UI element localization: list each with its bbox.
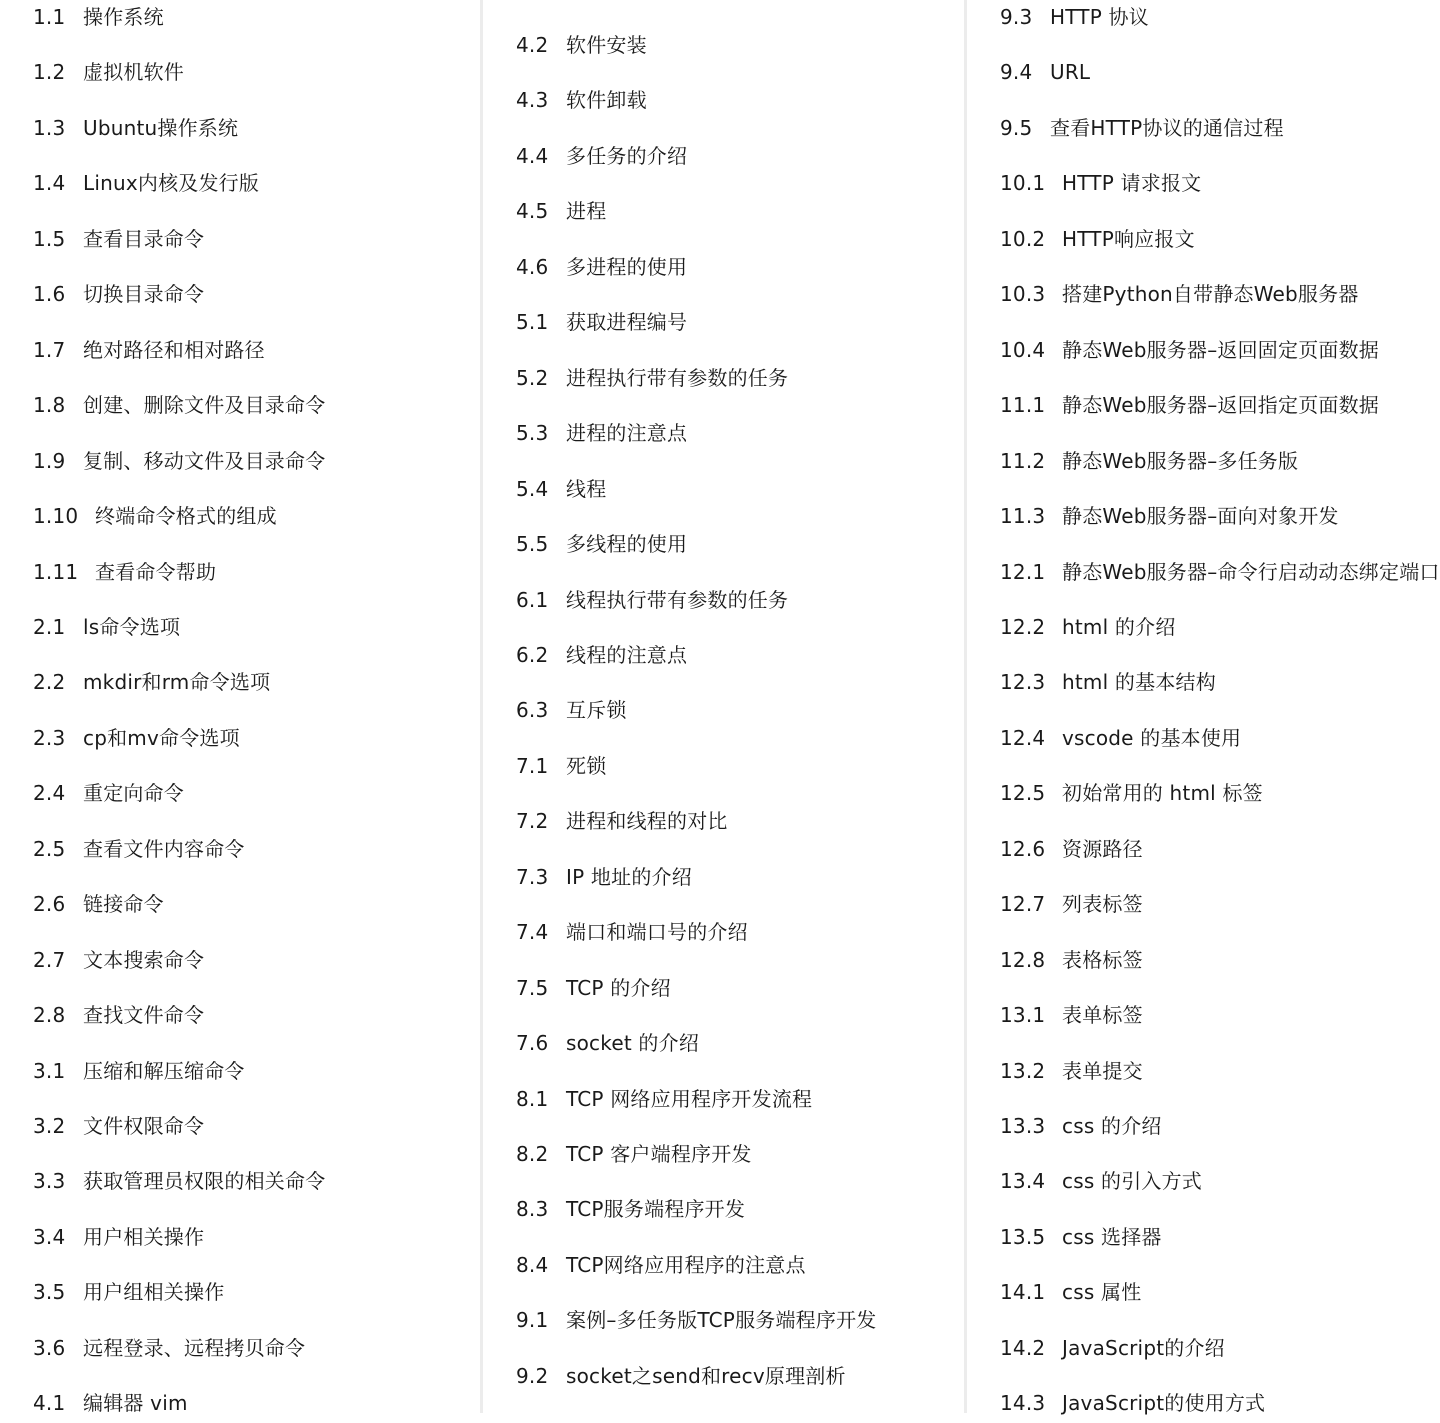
toc-item-number: 7.6: [516, 1031, 549, 1056]
toc-item-title: TCP服务端程序开发: [566, 1197, 746, 1222]
toc-item[interactable]: [1000, 995, 1143, 1035]
toc-item[interactable]: [516, 302, 687, 342]
toc-item-number: 2.6: [33, 892, 66, 917]
toc-item-number: 7.5: [516, 975, 549, 1000]
toc-item[interactable]: [1000, 607, 1176, 647]
toc-item-title: 端口和端口号的介绍: [566, 920, 748, 945]
toc-item[interactable]: [33, 163, 259, 203]
toc-item-number: 7.2: [516, 809, 549, 834]
toc-item[interactable]: [516, 358, 788, 398]
toc-item[interactable]: [1000, 330, 1379, 370]
toc-item-title: 链接命令: [83, 892, 164, 917]
toc-item-title: 终端命令格式的组成: [95, 504, 277, 529]
toc-item[interactable]: [33, 1106, 204, 1146]
toc-item-title: URL: [1050, 60, 1091, 85]
toc-item-number: 3.4: [33, 1224, 66, 1249]
toc-item-number: 12.7: [1000, 892, 1046, 917]
toc-item[interactable]: [33, 1383, 188, 1423]
toc-item-number: 14.2: [1000, 1335, 1046, 1360]
toc-item-title: IP 地址的介绍: [566, 864, 692, 889]
toc-item[interactable]: [516, 690, 627, 730]
toc-item-number: 2.2: [33, 670, 66, 695]
toc-item-number: 11.3: [1000, 504, 1046, 529]
toc-item-number: 7.1: [516, 753, 549, 778]
toc-item[interactable]: [1000, 0, 1149, 37]
toc-item[interactable]: [1000, 163, 1201, 203]
toc-item-number: 4.3: [516, 88, 549, 113]
toc-item-title: 查看HTTP协议的通信过程: [1050, 115, 1284, 140]
toc-item[interactable]: [33, 1161, 325, 1201]
toc-item[interactable]: [516, 635, 687, 675]
toc-item-number: 4.2: [516, 33, 549, 57]
toc-item-title: 查看目录命令: [83, 226, 205, 251]
toc-item-title: 复制、移动文件及目录命令: [83, 448, 326, 473]
toc-item-number: 5.1: [516, 310, 549, 335]
toc-item-number: 7.4: [516, 920, 549, 945]
toc-item-number: 10.1: [1000, 171, 1046, 196]
toc-item-number: 10.2: [1000, 226, 1046, 251]
toc-item-title: cp和mv命令选项: [83, 725, 240, 750]
toc-item[interactable]: [516, 1356, 846, 1396]
toc-item-number: 10.4: [1000, 337, 1046, 362]
toc-item[interactable]: [516, 413, 687, 453]
toc-item-number: 5.4: [516, 476, 549, 501]
toc-item[interactable]: [1000, 1272, 1141, 1312]
toc-item-number: 5.3: [516, 421, 549, 446]
toc-item[interactable]: [1000, 1161, 1202, 1201]
toc-item[interactable]: [516, 25, 647, 65]
toc-item-title: 多任务的介绍: [566, 143, 688, 168]
toc-item-title: 查找文件命令: [83, 1003, 205, 1028]
toc-item-number: 1.11: [33, 559, 79, 584]
toc-item-title: HTTP 请求报文: [1062, 171, 1202, 196]
toc-item-title: socket 的介绍: [566, 1031, 700, 1056]
toc-item-number: 11.2: [1000, 448, 1046, 473]
toc-item[interactable]: [1000, 1106, 1162, 1146]
toc-item-number: 11.1: [1000, 393, 1046, 418]
toc-item-number: 14.3: [1000, 1391, 1046, 1416]
toc-item[interactable]: [1000, 552, 1440, 592]
toc-item[interactable]: [516, 580, 788, 620]
toc-item-number: 13.3: [1000, 1114, 1046, 1138]
toc-item[interactable]: [33, 940, 204, 980]
toc-item[interactable]: [1000, 1051, 1143, 1091]
toc-item-title: 软件卸载: [566, 88, 647, 113]
toc-item[interactable]: [1000, 884, 1143, 924]
toc-item-title: 线程的注意点: [566, 642, 688, 667]
toc-item-number: 4.6: [516, 254, 549, 279]
toc-item-number: 8.3: [516, 1197, 549, 1222]
toc-item-title: 进程执行带有参数的任务: [566, 365, 789, 390]
toc-item[interactable]: [1000, 219, 1195, 259]
toc-item-title: 列表标签: [1062, 892, 1143, 917]
toc-item-title: 进程和线程的对比: [566, 809, 728, 834]
toc-item-number: 2.1: [33, 614, 66, 639]
toc-item-number: 5.2: [516, 365, 549, 390]
toc-item-number: 5.5: [516, 532, 549, 557]
toc-item[interactable]: [516, 801, 728, 841]
toc-item[interactable]: [516, 1079, 812, 1119]
toc-item-number: 13.5: [1000, 1224, 1046, 1249]
toc-item[interactable]: [33, 274, 204, 314]
toc-item-number: 8.4: [516, 1252, 549, 1277]
toc-item-number: 3.3: [33, 1169, 66, 1194]
toc-item-number: 12.2: [1000, 614, 1046, 639]
toc-item[interactable]: [33, 662, 270, 702]
toc-item[interactable]: [516, 1023, 699, 1063]
toc-item-number: 3.2: [33, 1114, 66, 1138]
toc-item[interactable]: [516, 1189, 745, 1229]
toc-item-title: html 的基本结构: [1062, 670, 1216, 695]
toc-item-title: 编辑器 vim: [83, 1391, 188, 1416]
toc-item-number: 12.3: [1000, 670, 1046, 695]
toc-item-title: 文件权限命令: [83, 1114, 205, 1138]
toc-item-number: 12.5: [1000, 781, 1046, 806]
toc-item-number: 7.3: [516, 864, 549, 889]
toc-item[interactable]: [516, 912, 748, 952]
toc-item[interactable]: [516, 191, 606, 231]
toc-item-number: 3.1: [33, 1058, 66, 1083]
toc-item-title: 创建、删除文件及目录命令: [83, 393, 326, 418]
toc-item[interactable]: [516, 1134, 752, 1174]
toc-item-title: css 选择器: [1062, 1224, 1162, 1249]
toc-item[interactable]: [1000, 52, 1090, 92]
toc-item[interactable]: [516, 136, 687, 176]
toc-item-title: 初始常用的 html 标签: [1062, 781, 1263, 806]
toc-item-number: 12.1: [1000, 559, 1046, 584]
toc-item-title: TCP 网络应用程序开发流程: [566, 1086, 813, 1111]
toc-item-number: 8.1: [516, 1086, 549, 1111]
toc-item-number: 6.2: [516, 642, 549, 667]
toc-item-title: 多进程的使用: [566, 254, 688, 279]
toc-item[interactable]: [33, 441, 325, 481]
toc-item-number: 4.1: [33, 1391, 66, 1416]
toc-item-number: 3.5: [33, 1280, 66, 1305]
toc-item-title: Ubuntu操作系统: [83, 115, 239, 140]
toc-item-number: 4.5: [516, 199, 549, 224]
toc-item-number: 1.3: [33, 115, 66, 140]
toc-item-number: 1.5: [33, 226, 66, 251]
toc-item-title: 静态Web服务器–返回固定页面数据: [1062, 337, 1380, 362]
toc-item[interactable]: [1000, 662, 1216, 702]
toc-item[interactable]: [33, 607, 180, 647]
toc-item-number: 1.9: [33, 448, 66, 473]
toc-item-number: 10.3: [1000, 282, 1046, 307]
toc-item-number: 2.4: [33, 781, 66, 806]
toc-item-title: ls命令选项: [83, 614, 181, 639]
toc-item-title: 死锁: [566, 753, 607, 778]
toc-item-title: css 的引入方式: [1062, 1169, 1202, 1194]
toc-item-title: 操作系统: [83, 5, 164, 29]
toc-item[interactable]: [33, 552, 216, 592]
toc-item-title: 资源路径: [1062, 836, 1143, 861]
toc-item-title: 用户相关操作: [83, 1224, 205, 1249]
toc-item-title: 表格标签: [1062, 947, 1143, 972]
toc-item[interactable]: [1000, 1328, 1225, 1368]
toc-item-title: 查看文件内容命令: [83, 836, 245, 861]
toc-item[interactable]: [33, 219, 204, 259]
toc-item[interactable]: [1000, 1217, 1162, 1257]
toc-item-title: 多线程的使用: [566, 532, 688, 557]
toc-item-title: TCP 的介绍: [566, 975, 671, 1000]
toc-item[interactable]: [516, 247, 687, 287]
toc-item-title: 线程: [566, 476, 607, 501]
toc-item-title: Linux内核及发行版: [83, 171, 260, 196]
toc-item-title: css 属性: [1062, 1280, 1142, 1305]
toc-item[interactable]: [33, 1217, 204, 1257]
toc-item[interactable]: [33, 1272, 224, 1312]
toc-item-number: 1.10: [33, 504, 79, 529]
toc-item[interactable]: [516, 1300, 876, 1340]
toc-item[interactable]: [1000, 274, 1359, 314]
toc-item[interactable]: [33, 829, 245, 869]
toc-item-number: 13.4: [1000, 1169, 1046, 1194]
toc-item-number: 2.5: [33, 836, 66, 861]
toc-item-title: HTTP响应报文: [1062, 226, 1195, 251]
toc-item-title: 切换目录命令: [83, 282, 205, 307]
toc-item-title: 静态Web服务器–面向对象开发: [1062, 504, 1339, 529]
toc-item-title: 虚拟机软件: [83, 60, 184, 85]
toc-item-number: 13.1: [1000, 1003, 1046, 1028]
toc-item-number: 14.1: [1000, 1280, 1046, 1305]
toc-item[interactable]: [1000, 496, 1339, 536]
toc-item-number: 2.7: [33, 947, 66, 972]
toc-item[interactable]: [33, 884, 164, 924]
toc-item-number: 2.3: [33, 725, 66, 750]
toc-column-1: [0, 0, 480, 1416]
toc-item-number: 1.7: [33, 337, 66, 362]
toc-item-title: 静态Web服务器–返回指定页面数据: [1062, 393, 1380, 418]
toc-item-number: 1.1: [33, 5, 66, 29]
toc-item-number: 12.6: [1000, 836, 1046, 861]
toc-item-number: 4.4: [516, 143, 549, 168]
toc-item-title: 案例–多任务版TCP服务端程序开发: [566, 1308, 877, 1333]
toc-item[interactable]: [33, 108, 238, 148]
toc-item-title: html 的介绍: [1062, 614, 1176, 639]
toc-item-number: 8.2: [516, 1142, 549, 1166]
toc-item[interactable]: [33, 1051, 245, 1091]
toc-item-number: 9.1: [516, 1308, 549, 1333]
toc-item-title: TCP网络应用程序的注意点: [566, 1252, 806, 1277]
toc-item[interactable]: [1000, 108, 1284, 148]
toc-item-title: 重定向命令: [83, 781, 184, 806]
toc-item[interactable]: [1000, 829, 1143, 869]
toc-item-number: 3.6: [33, 1335, 66, 1360]
toc-item-title: 用户组相关操作: [83, 1280, 225, 1305]
toc-item-number: 9.3: [1000, 5, 1033, 29]
toc-item[interactable]: [1000, 718, 1241, 758]
toc-item-title: 互斥锁: [566, 698, 627, 723]
toc-item[interactable]: [516, 80, 647, 120]
toc-item-title: vscode 的基本使用: [1062, 725, 1242, 750]
toc-item-number: 9.5: [1000, 115, 1033, 140]
toc-item-number: 6.1: [516, 587, 549, 612]
toc-item-title: 静态Web服务器–命令行启动动态绑定端口: [1062, 559, 1440, 584]
toc-item-title: 静态Web服务器–多任务版: [1062, 448, 1299, 473]
toc-item[interactable]: [516, 857, 692, 897]
toc-item[interactable]: [33, 773, 184, 813]
toc-item-number: 1.2: [33, 60, 66, 85]
toc-item[interactable]: [516, 968, 671, 1008]
toc-item-number: 2.8: [33, 1003, 66, 1028]
toc-item-number: 9.4: [1000, 60, 1033, 85]
toc-item-title: 获取管理员权限的相关命令: [83, 1169, 326, 1194]
toc-item-title: HTTP 协议: [1050, 5, 1149, 29]
toc-item-title: 表单提交: [1062, 1058, 1143, 1083]
column-divider: [480, 0, 483, 1413]
toc-item-number: 1.6: [33, 282, 66, 307]
toc-item-title: 进程的注意点: [566, 421, 688, 446]
toc-item[interactable]: [33, 1328, 305, 1368]
toc-item-number: 1.8: [33, 393, 66, 418]
toc-item-title: 查看命令帮助: [95, 559, 217, 584]
toc-item[interactable]: [1000, 1383, 1265, 1423]
toc-item-title: 获取进程编号: [566, 310, 688, 335]
toc-item-title: 压缩和解压缩命令: [83, 1058, 245, 1083]
toc-item-number: 1.4: [33, 171, 66, 196]
toc-item-title: 搭建Python自带静态Web服务器: [1062, 282, 1359, 307]
toc-item[interactable]: [516, 469, 606, 509]
toc-item-title: 软件安装: [566, 33, 647, 57]
toc-item-number: 12.8: [1000, 947, 1046, 972]
toc-item[interactable]: [516, 746, 606, 786]
toc-item-title: TCP 客户端程序开发: [566, 1142, 752, 1166]
toc-item[interactable]: [1000, 385, 1379, 425]
toc-item-title: 进程: [566, 199, 607, 224]
toc-item[interactable]: [1000, 441, 1298, 481]
toc-item-number: 13.2: [1000, 1058, 1046, 1083]
toc-item-title: 绝对路径和相对路径: [83, 337, 265, 362]
toc-item-title: JavaScript的使用方式: [1062, 1391, 1266, 1416]
toc-item[interactable]: [1000, 940, 1143, 980]
toc-item[interactable]: [33, 385, 325, 425]
toc-item[interactable]: [33, 718, 240, 758]
toc-item[interactable]: [33, 995, 204, 1035]
toc-item-number: 6.3: [516, 698, 549, 723]
toc-item-title: mkdir和rm命令选项: [83, 670, 271, 695]
toc-column-2: [484, 0, 964, 1413]
toc-item-title: JavaScript的介绍: [1062, 1335, 1225, 1360]
toc-item-title: 表单标签: [1062, 1003, 1143, 1028]
toc-item[interactable]: [33, 330, 265, 370]
toc-item[interactable]: [33, 0, 164, 37]
toc-item[interactable]: [1000, 773, 1263, 813]
toc-column-3: [967, 0, 1440, 1416]
toc-item[interactable]: [33, 496, 277, 536]
toc-item-title: 远程登录、远程拷贝命令: [83, 1335, 306, 1360]
toc-item-number: 9.2: [516, 1363, 549, 1388]
toc-item-title: css 的介绍: [1062, 1114, 1162, 1138]
toc-item[interactable]: [516, 1245, 806, 1285]
toc-item-title: 文本搜索命令: [83, 947, 205, 972]
toc-item[interactable]: [33, 52, 184, 92]
toc-item[interactable]: [516, 524, 687, 564]
toc-item-title: socket之send和recv原理剖析: [566, 1363, 846, 1388]
toc-item-number: 12.4: [1000, 725, 1046, 750]
toc-item-title: 线程执行带有参数的任务: [566, 587, 789, 612]
